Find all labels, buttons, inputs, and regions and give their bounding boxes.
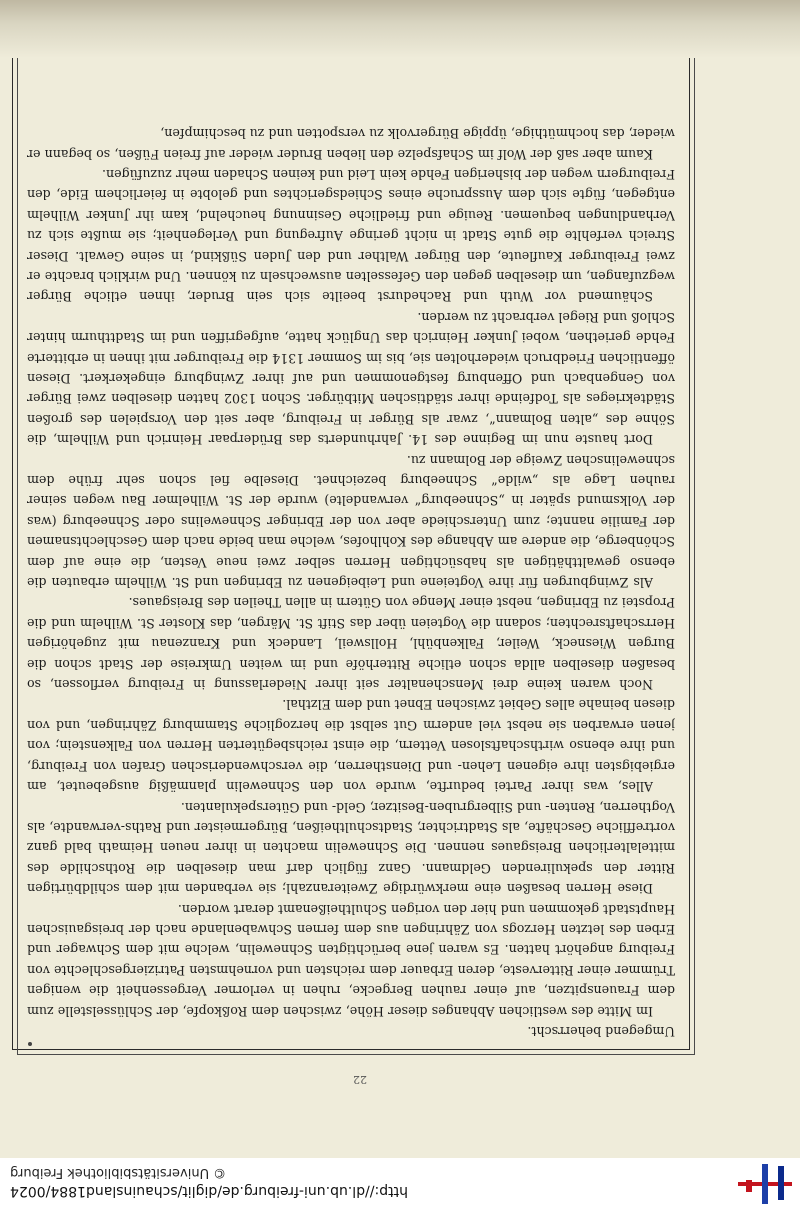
- paragraph: Schäumend vor Wuth und Rachedurst beeilte sich sein Bruder, ihnen etliche Bürger wegzufangen, um dieselben gegen den Gefesselten auswechseln zu können. Und wirklich brachte er zwei Freiburger Kaufleute, den Bürger Walther und den Juden Süßkind, in seine Gewalt. Dieser Streich verfehlte die gute Stadt in nicht geringe Aufregung und Verlegenheit; sie mußte sich zu Verhandlungen bequemen. Reuige und friedliche Gesinnung heuchelnd, kam ihr Junker Wilhelm entgegen, fügte sich dem Ausspruche eines Schiedsgerichtes und gelobte in feierlichem Eide, den Freiburgern wegen der bisherigen Fehde kein Leid und keinen Schaden mehr zuzufügen.: [27, 166, 675, 305]
- paragraph: Noch waren keine drei Menschenalter seit ihrer Niederlassung in Freiburg verflossen, so besaßen dieselben allda schon etliche Ritterhöfe und im weiten Umkreise der Stadt schon die Burgen Wiesneck, Weiler, Falkenbühl, Hollsweil, Landeck und Kranzenau mit zugehörigen Herrschaftsrechten; sodann die Vogteien über das Stift St. Märgen, das Kloster St. Wilhelm und die Propstei zu Ebringen, nebst einer Menge von Gütern in allen Theilen des Breisgaues.: [27, 595, 675, 693]
- copyright-notice: [10, 1163, 226, 1181]
- paragraph: Dort hauste nun im Beginne des 14. Jahrhunderts das Brüderpaar Heinrich und Wilhelm, die Söhne des „alten Bolmann“, zwar als Bürger in Freiburg, aber seit den Vorspielen des großen Städtekrieges als Todfeinde ihrer städtischen Mitbürger. Schon 1302 hatten dieselben zwei Bürger von Gengenbach und Offenburg festgenommen und auf ihrer Zwingburg eingekerkert. Diesen öffentlichen Friedbruch wiederholten sie, bis im Sommer 1314 die Freiburger mit ihnen in erbitterte Fehde geriethen, wobei Junker Heinrich das Unglück hatte, aufgegriffen und im Stadtthurm hinter Schloß und Riegel verbracht zu werden.: [27, 309, 675, 448]
- page-frame: [12, 40, 690, 1050]
- document-url-link[interactable]: http://dl.ub.uni-freiburg.de/diglit/schauinsland1884/0024: [10, 1183, 408, 1199]
- paragraph: Umgegend beherrscht.: [527, 1024, 675, 1039]
- viewer-header: [0, 1158, 800, 1206]
- paragraph: Alles, was ihrer Partei bedurfte, wurde von den Schnewelin planmäßig ausgebeutet, am ergiebigsten ihre eigenen Lehen- und Dienstherren, die verschwenderischen Grafen von Freiburg, und ihre ebenso wirthschaftslosen Vettern, die einst reichsbegüterten Herren von Falkenstein; von jenen erwarben sie nebst viel anderm Gut selbst die herzogliche Stammburg Zähringen, und von diesen beinahe alles Gebiet zwischen Ebnet und dem Elzthal.: [27, 697, 675, 795]
- paragraph: Als Zwingburgen für ihre Vogteiene und Leibeigenen zu Ebringen und St. Wilhelm erbauten die ebenso gewaltthätigen als habsüchtigen Herren selber zwei neue Vesten, die eine auf dem Schönberge, die andere am Abhange des Kohlhofes, welche man beide nach dem Geschlechtsnamen der Familie nannte; zum Unterschiede aber von der Ebringer Schnewelins oder Schneeburg (was der Volksmund später in „Schneeburg“ verwandelte) wurde der St. Wilhelmer Bau wegen seiner rauhen Lage als „wilde“ Schneeburg bezeichnet. Dieselbe fiel schon sehr frühe dem schnewelinschen Zweige der Bolmann zu.: [27, 452, 675, 591]
- paragraph: Im Mitte des westlichen Abhanges dieser Höhe, zwischen dem Roßkopfe, der Schlüsselstelle zum dem Frauenspitzen, auf einer rauhen Bergecke, ruhen in verlorner Vergessenheit die wenigen Trümmer einer Ritterveste, deren Erbauer dem reichsten und vornehmsten Patriziergeschlechte von Freiburg angehört hatten. Es waren jene berüchtigten Schnewelin, welche mit dem Schwager und Erben des letzten Herzogs von Zähringen aus dem fernen Schwabenlande nach der breisgauischen Hauptstadt gekommen und hier den vorigen Schultheißenamt derart worden.: [27, 901, 675, 1019]
- header-text: [10, 1163, 408, 1201]
- page-edge-shadow: [0, 0, 800, 58]
- page-body-text: [27, 51, 675, 1041]
- copyright-text: Universitätsbibliothek Freiburg: [10, 1165, 210, 1180]
- paragraph: Kaum aber saß der Wolf im Schafspelze den lieben Bruder wieder auf freien Füßen, so begann er wieder, das hochmüthige, üppige Bürgervolk zu verspotten und zu beschimpfen,: [27, 126, 675, 162]
- ub-freiburg-logo[interactable]: [734, 1158, 794, 1206]
- copyright-icon: ©: [213, 1165, 227, 1180]
- page-number: 22: [353, 1073, 367, 1086]
- paragraph: Diese Herren besaßen eine merkwürdige Zweiteranzahl; sie verbanden mit dem schildbürtigen Ritter den spekulirenden Geldmann. Ganz füglich darf man dieselben die Rothschilde des mittelalterlichen Breisgaues nennen. Die Schnewelin machten in ihrer neuen Heimath bald ganz vortreffliche Geschäfte, als Stadtrichter, Stadtschultheißen, Bürgermeister und Raths-verwandte, als Vogtherren, Renten- und Silbergruben-Besitzer, Geld- und Güterspekulanten.: [27, 799, 675, 897]
